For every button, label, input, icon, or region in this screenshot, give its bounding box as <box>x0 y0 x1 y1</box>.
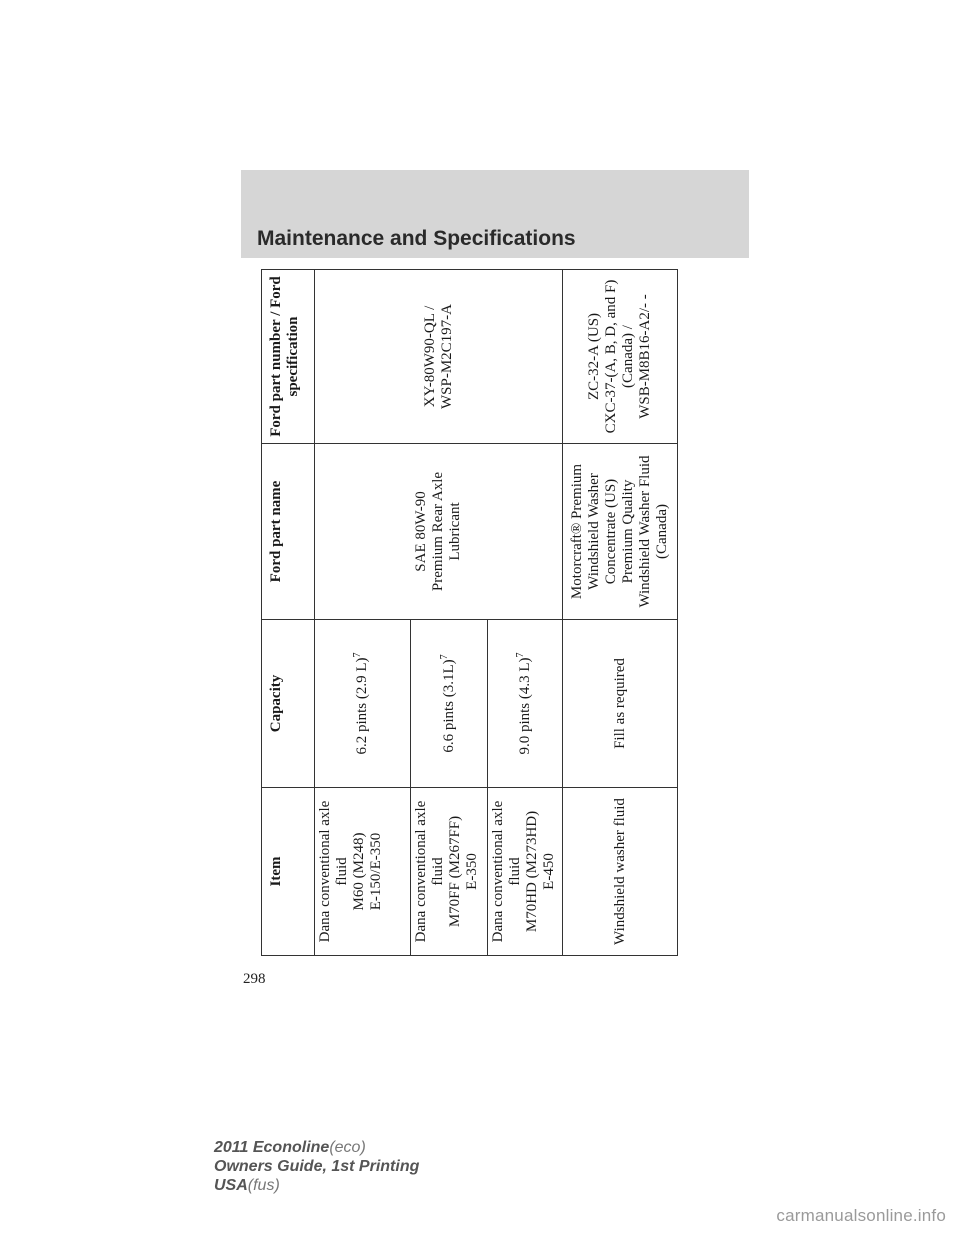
watermark: carmanualsonline.info <box>776 1206 946 1225</box>
capacity-value: 6.2 pints (2.9 L) <box>354 657 370 755</box>
item-line: M60 (M248) <box>351 832 367 911</box>
footnote-ref: 7 <box>514 652 526 658</box>
footer-line <box>214 1176 419 1195</box>
footer-market-code: (fus) <box>247 1177 280 1194</box>
footer-model: 2011 Econoline <box>214 1139 330 1156</box>
item-line: E-350 <box>464 853 480 890</box>
footnote-ref: 7 <box>352 652 363 658</box>
spec-table <box>261 269 678 956</box>
item-cell <box>411 788 488 956</box>
footer <box>214 1138 419 1195</box>
part-number-line: CXC-37-(A, B, D, and F) <box>603 279 619 434</box>
part-name-line: Concentrate (US) <box>603 478 619 585</box>
table-row <box>315 270 411 956</box>
part-number-line: XY-80W90-QL / <box>421 305 438 408</box>
capacity-value: 6.6 pints (3.1L) <box>440 659 457 753</box>
item-line: Dana conventional axle fluid <box>490 800 523 943</box>
capacity-cell <box>315 620 411 788</box>
part-number-line: (Canada) / <box>620 325 636 388</box>
column-header: Capacity <box>262 620 315 788</box>
item-line: M70HD (M273HD) <box>524 810 540 933</box>
page-number: 298 <box>243 971 266 987</box>
capacity-cell <box>411 620 488 788</box>
footer-edition: Owners Guide, 1st Printing <box>214 1158 420 1175</box>
table-header-row <box>262 270 315 956</box>
item-line: E-450 <box>541 853 557 890</box>
capacity-value: 9.0 pints (4.3 L) <box>516 657 533 755</box>
spec-table-rotated <box>261 270 670 956</box>
part-number-cell <box>563 270 678 444</box>
column-header: Ford part name <box>262 444 315 620</box>
item-line: E-150/E-350 <box>368 832 384 911</box>
item-cell <box>315 788 411 956</box>
footnote-ref: 7 <box>438 654 450 660</box>
item-cell <box>488 788 563 956</box>
part-name-line: Motorcraft® Premium <box>569 463 585 600</box>
footer-code: (eco) <box>329 1139 366 1156</box>
item-line: Dana conventional axle fluid <box>317 800 350 943</box>
part-number-line: WSB-M8B16-A2/- - <box>637 294 653 419</box>
part-name-line: Windshield Washer <box>586 473 602 590</box>
item-line: M70FF (M267FF) <box>447 815 463 928</box>
part-name-cell: SAE 80W-90 Premium Rear Axle Lubricant <box>315 444 563 620</box>
capacity-cell: Fill as required <box>563 620 678 788</box>
table-row <box>563 270 678 956</box>
part-number-cell <box>315 270 563 444</box>
column-header: Item <box>262 788 315 956</box>
part-name-cell <box>563 444 678 620</box>
column-header: Ford part number / Ford specification <box>262 270 315 444</box>
item-line: Dana conventional axle fluid <box>413 800 446 943</box>
part-number-line: WSP-M2C197-A <box>438 304 455 410</box>
section-title: Maintenance and Specifications <box>257 227 576 250</box>
footer-line <box>214 1157 419 1176</box>
footer-market: USA <box>214 1177 248 1194</box>
capacity-cell <box>488 620 563 788</box>
item-cell: Windshield washer fluid <box>563 788 678 956</box>
part-name-line: Windshield Washer Fluid <box>637 455 653 608</box>
part-name-line: Premium Quality <box>620 479 636 584</box>
footer-line <box>214 1138 419 1157</box>
part-name-line: (Canada) <box>654 504 670 559</box>
part-number-line: ZC-32-A (US) <box>586 312 602 401</box>
